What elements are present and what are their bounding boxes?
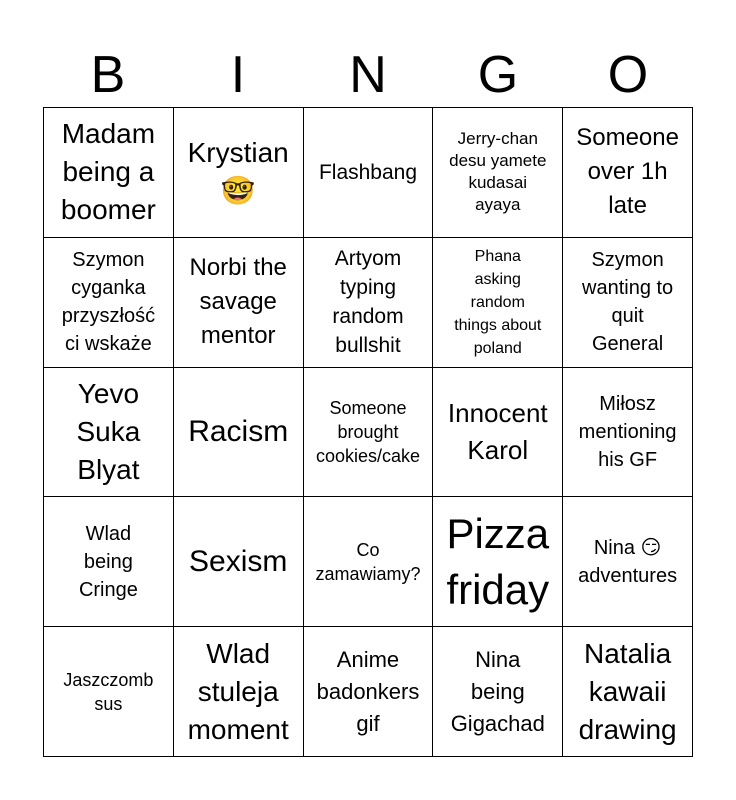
header-letter-g: G: [477, 46, 519, 104]
bingo-card: [43, 107, 693, 757]
bingo-cell[interactable]: [433, 497, 563, 627]
cell-text: Artyom typing random bullshit: [332, 247, 404, 358]
cell-text: Someone over 1h late: [576, 124, 679, 220]
cell-text: Miłosz mentioning his GF: [578, 392, 677, 471]
bingo-cell[interactable]: [433, 368, 563, 498]
cell-text: Anime badonkers gif: [316, 646, 420, 736]
cell-text: Madam being a boomer: [60, 118, 156, 226]
cell-text: Krystian 🤓: [187, 137, 289, 207]
cell-text: Szymon wanting to quit General: [582, 249, 674, 356]
cell-text: Innocent Karol: [447, 397, 548, 465]
bingo-cell[interactable]: [304, 627, 434, 757]
header-letter-b: B: [90, 46, 126, 104]
cell-text: Yevo Suka Blyat: [76, 377, 141, 485]
cell-text: Wlad stuleja moment: [187, 637, 289, 745]
bingo-cell[interactable]: [563, 238, 693, 368]
cell-text: Co zamawiamy?: [315, 539, 421, 584]
bingo-cell[interactable]: [44, 238, 174, 368]
cell-text: Someone brought cookies/cake: [315, 397, 421, 466]
cell-text: Jerry-chan desu yamete kudasai ayaya: [449, 129, 547, 215]
bingo-cell[interactable]: [433, 108, 563, 238]
bingo-cell[interactable]: [304, 497, 434, 627]
header-letter-n: N: [349, 46, 387, 104]
bingo-cell[interactable]: [563, 497, 693, 627]
cell-text: Phana asking random things about poland: [454, 247, 542, 357]
cell-text: Norbi the savage mentor: [189, 254, 287, 350]
bingo-cell[interactable]: [174, 497, 304, 627]
bingo-cell[interactable]: [304, 238, 434, 368]
cell-text: Flashbang: [318, 160, 418, 184]
cell-text: Wlad being Cringe: [78, 522, 138, 601]
bingo-cell[interactable]: [433, 238, 563, 368]
cell-text: Szymon cyganka przyszłość ci wskaże: [61, 249, 156, 356]
header-letter-i: I: [230, 46, 246, 104]
cell-text: Jaszczomb sus: [63, 669, 154, 714]
bingo-cell[interactable]: [44, 108, 174, 238]
cell-text: Sexism: [189, 544, 288, 578]
bingo-cell[interactable]: [563, 627, 693, 757]
bingo-cell[interactable]: [563, 108, 693, 238]
header-letter-o: O: [607, 46, 649, 104]
bingo-cell[interactable]: [174, 108, 304, 238]
bingo-cell[interactable]: [433, 627, 563, 757]
bingo-cell[interactable]: [44, 368, 174, 498]
bingo-cell[interactable]: [304, 108, 434, 238]
bingo-cell[interactable]: [304, 368, 434, 498]
cell-text: Nina being Gigachad: [450, 646, 545, 736]
cell-text: Nina 😏 adventures: [578, 536, 678, 587]
cell-text: Natalia kawaii drawing: [578, 637, 677, 745]
bingo-cell[interactable]: [174, 238, 304, 368]
bingo-header: [43, 44, 693, 106]
cell-text: Pizza friday: [446, 509, 550, 613]
bingo-cell[interactable]: [563, 368, 693, 498]
bingo-cell[interactable]: [44, 497, 174, 627]
cell-text: Racism: [188, 414, 289, 448]
bingo-cell[interactable]: [174, 368, 304, 498]
bingo-cell[interactable]: [174, 627, 304, 757]
bingo-cell[interactable]: [44, 627, 174, 757]
